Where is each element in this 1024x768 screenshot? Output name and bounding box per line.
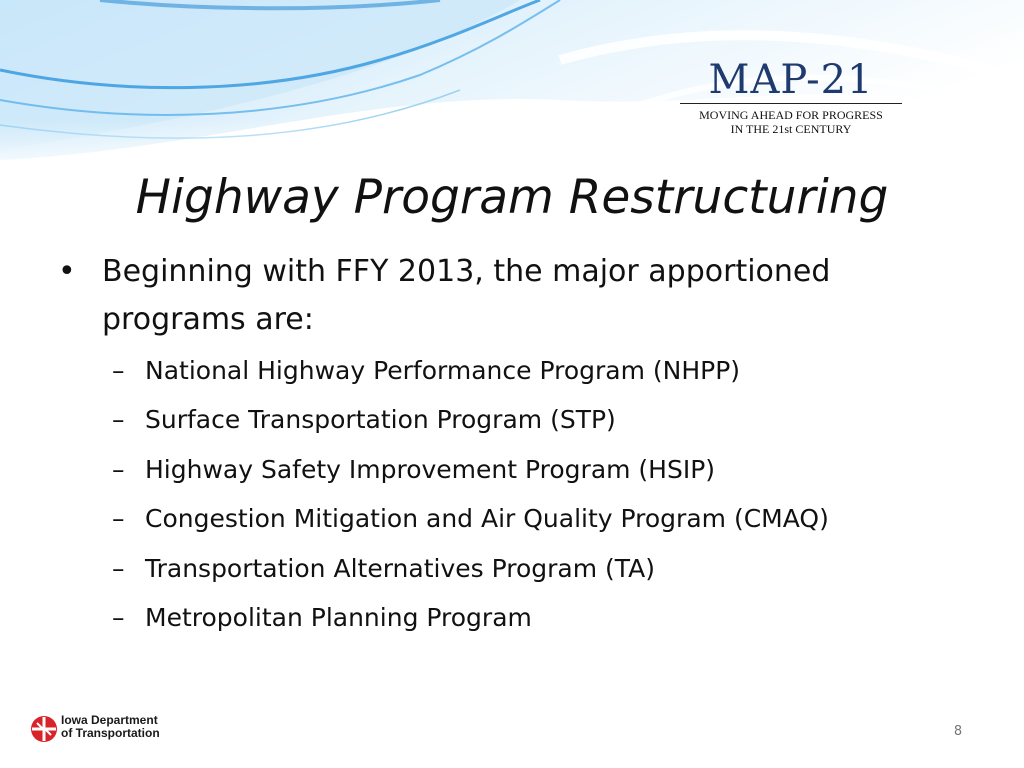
map21-logo-subtitle-line1: MOVING AHEAD FOR PROGRESS <box>699 108 883 122</box>
list-dash: – <box>112 454 125 484</box>
program-list <box>112 346 972 642</box>
list-item <box>112 346 972 395</box>
list-dash: – <box>112 602 125 632</box>
list-item-text: National Highway Performance Program (NHPP) <box>145 356 741 385</box>
bullet-dot: • <box>58 254 76 289</box>
main-bullet-text: Beginning with FFY 2013, the major apportioned programs are: <box>102 254 831 337</box>
list-dash: – <box>112 504 125 534</box>
map21-logo <box>680 58 902 136</box>
list-item-text: Congestion Mitigation and Air Quality Program (CMAQ) <box>145 504 829 534</box>
list-dash: – <box>112 356 125 385</box>
main-bullet <box>58 248 918 344</box>
map21-logo-subtitle-line2: IN THE 21st CENTURY <box>730 122 852 136</box>
list-item <box>112 593 972 642</box>
list-item <box>112 544 972 593</box>
iowa-dot-name-line1: Iowa Department <box>61 713 158 727</box>
list-dash: – <box>112 553 125 583</box>
list-item <box>112 395 972 444</box>
iowa-dot-emblem-icon <box>30 714 58 744</box>
map21-logo-title: MAP-21 <box>708 57 874 103</box>
list-item <box>112 445 972 494</box>
list-item-text: Transportation Alternatives Program (TA) <box>145 553 655 583</box>
iowa-dot-name-line2: of Transportation <box>61 726 160 740</box>
slide-title: Highway Program Restructuring <box>135 170 889 225</box>
iowa-dot-logo <box>30 714 190 744</box>
list-item-text: Surface Transportation Program (STP) <box>145 405 616 435</box>
list-item-text: Metropolitan Planning Program <box>145 602 532 632</box>
list-item-text: Highway Safety Improvement Program (HSIP) <box>145 454 716 484</box>
list-dash: – <box>112 405 125 435</box>
iowa-dot-name <box>61 714 160 740</box>
list-item <box>112 494 972 543</box>
page-number: 8 <box>953 724 963 739</box>
map21-logo-divider <box>680 103 902 104</box>
